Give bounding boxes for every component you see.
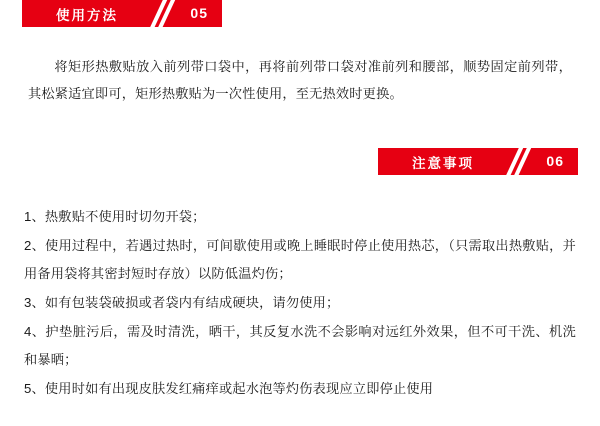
section-banner-usage-number: 05 [190, 5, 208, 21]
spacer [22, 120, 578, 148]
list-item: 5、使用时如有出现皮肤发红痛痒或起水泡等灼伤表现应立即停止使用 [24, 381, 434, 397]
usage-paragraph: 将矩形热敷贴放入前列带口袋中，再将前列带口袋对准前列和腰部，顺势固定前列带，其松紧适宜即可，矩形热敷贴为一次性使用，至无热效时更换。 [28, 59, 572, 101]
list-item: 1、热敷贴不使用时切勿开袋； [24, 209, 206, 225]
usage-paragraph-block [22, 53, 578, 107]
list-item: 4、护垫脏污后，需及时清洗，晒干，其反复水洗不会影响对远红外效果，但不可干洗、机洗和暴晒； [24, 324, 576, 368]
section-banner-notice [378, 148, 578, 175]
notice-list [22, 203, 578, 403]
section-banner-notice-title: 注意事项 [412, 155, 474, 171]
notice-banner-row [22, 148, 578, 175]
list-item: 3、如有包装袋破损或者袋内有结成硬块，请勿使用； [24, 295, 340, 311]
section-banner-usage-title: 使用方法 [56, 7, 118, 23]
list-item: 2、使用过程中，若遇过热时，可间歇使用或晚上睡眠时停止使用热芯，（只需取出热敷贴，并用备用袋将其密封短时存放）以防低温灼伤； [24, 238, 576, 282]
section-banner-notice-number: 06 [546, 153, 564, 170]
usage-banner-row [22, 0, 578, 27]
section-banner-usage [22, 0, 222, 27]
